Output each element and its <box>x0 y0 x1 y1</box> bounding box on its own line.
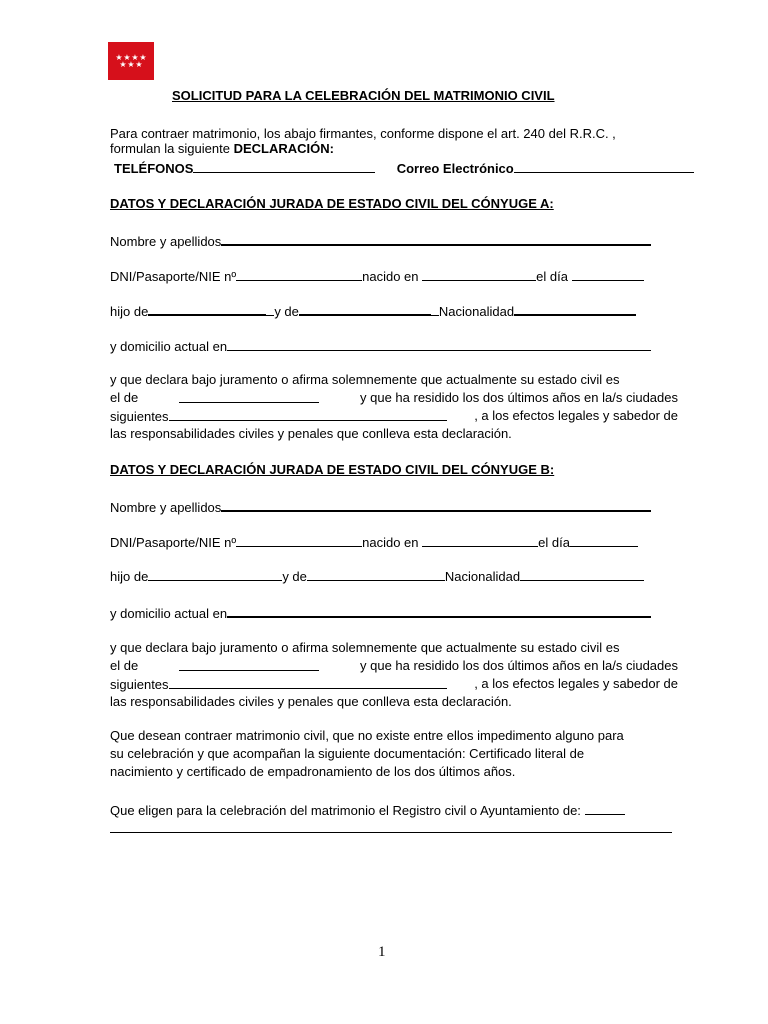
section-heading-b: DATOS Y DECLARACIÓN JURADA DE ESTADO CIVIL DEL CÓNYUGE B: <box>110 462 555 477</box>
underline-gap <box>431 303 439 316</box>
estado-civil-field-a[interactable] <box>179 390 319 403</box>
star-icon: ★ <box>127 60 135 69</box>
document-title: SOLICITUD PARA LA CELEBRACIÓN DEL MATRIMONIO CIVIL <box>172 88 555 103</box>
decl-line-4-a: las responsabilidades civiles y penales que conlleva esta declaración. <box>110 426 512 441</box>
ciudades-field-b[interactable] <box>169 676 447 689</box>
dni-field-b[interactable] <box>236 534 362 547</box>
correo-label: Correo Electrónico <box>396 161 514 176</box>
domicilio-field-b[interactable] <box>227 604 651 618</box>
telefonos-field[interactable] <box>193 160 375 173</box>
contact-line <box>114 160 694 176</box>
decl-line-3-a: siguientes , a los efectos legales y sabedor de <box>110 408 678 424</box>
padre-field-a[interactable] <box>148 302 266 316</box>
decl-line-1-a: y que declara bajo juramento o afirma solemnemente que actualmente su estado civil es <box>110 372 620 387</box>
desean-line-2: su celebración y que acompañan la siguiente documentación: Certificado literal de <box>110 746 585 761</box>
telefonos-label: TELÉFONOS <box>114 161 194 176</box>
decl-line-3-b: siguientes , a los efectos legales y sabedor de <box>110 676 678 692</box>
eligen-line-2 <box>110 820 672 836</box>
comunidad-madrid-logo <box>108 42 154 80</box>
decl-line-4-b: las responsabilidades civiles y penales que conlleva esta declaración. <box>110 694 512 709</box>
nacido-field-b[interactable] <box>422 534 538 547</box>
star-icon: ★ <box>131 53 139 62</box>
star-icon: ★ <box>135 60 143 69</box>
page-number: 1 <box>378 944 386 960</box>
desean-line-3: nacimiento y certificado de empadronamiento de los dos últimos años. <box>110 764 516 779</box>
domicilio-row-a: y domicilio actual en <box>110 338 651 354</box>
decl-line-2-b: el de y que ha residido los dos últimos años en la/s ciudades <box>110 658 678 673</box>
hijo-row-b: hijo de y de Nacionalidad <box>110 568 644 584</box>
hijo-row-a: hijo de y de Nacionalidad <box>110 302 636 319</box>
nombre-field-b[interactable] <box>221 498 651 512</box>
estado-civil-field-b[interactable] <box>179 658 319 671</box>
nacido-field-a[interactable] <box>422 268 536 281</box>
nombre-row-a: Nombre y apellidos <box>110 232 651 249</box>
eligen-line: Que eligen para la celebración del matrimonio el Registro civil o Ayuntamiento de: <box>110 802 625 818</box>
madre-field-a[interactable] <box>299 302 431 316</box>
declaracion-label: DECLARACIÓN: <box>233 141 334 156</box>
madre-field-b[interactable] <box>307 568 445 581</box>
desean-line-1: Que desean contraer matrimonio civil, que no existe entre ellos impedimento alguno para <box>110 728 624 743</box>
ayuntamiento-field-continued[interactable] <box>110 820 672 833</box>
nombre-field-a[interactable] <box>221 232 651 246</box>
section-heading-a: DATOS Y DECLARACIÓN JURADA DE ESTADO CIVIL DEL CÓNYUGE A: <box>110 196 554 211</box>
nacionalidad-field-a[interactable] <box>514 302 636 316</box>
dia-field-a[interactable] <box>572 268 644 281</box>
padre-field-b[interactable] <box>148 568 282 581</box>
intro-line-2: formulan la siguiente DECLARACIÓN: <box>110 141 334 156</box>
star-icon: ★ <box>123 53 131 62</box>
ayuntamiento-field[interactable] <box>585 802 625 815</box>
star-icon: ★ <box>119 60 127 69</box>
star-icon: ★ <box>139 53 147 62</box>
domicilio-field-a[interactable] <box>227 338 651 351</box>
ciudades-field-a[interactable] <box>169 408 447 421</box>
domicilio-row-b: y domicilio actual en <box>110 604 651 621</box>
dni-field-a[interactable] <box>236 268 362 281</box>
nombre-row-b: Nombre y apellidos <box>110 498 651 515</box>
decl-line-1-b: y que declara bajo juramento o afirma solemnemente que actualmente su estado civil es <box>110 640 620 655</box>
star-icon: ★ <box>115 53 123 62</box>
dni-row-b: DNI/Pasaporte/NIE nº nacido en el día <box>110 534 638 550</box>
dni-row-a: DNI/Pasaporte/NIE nº nacido en el día <box>110 268 644 284</box>
intro-line-1: Para contraer matrimonio, los abajo firmantes, conforme dispone el art. 240 del R.R.C. , <box>110 126 616 141</box>
decl-line-2-a: el de y que ha residido los dos últimos años en la/s ciudades <box>110 390 678 405</box>
correo-field[interactable] <box>514 160 694 173</box>
nacionalidad-field-b[interactable] <box>520 568 644 581</box>
dia-field-b[interactable] <box>570 534 638 547</box>
